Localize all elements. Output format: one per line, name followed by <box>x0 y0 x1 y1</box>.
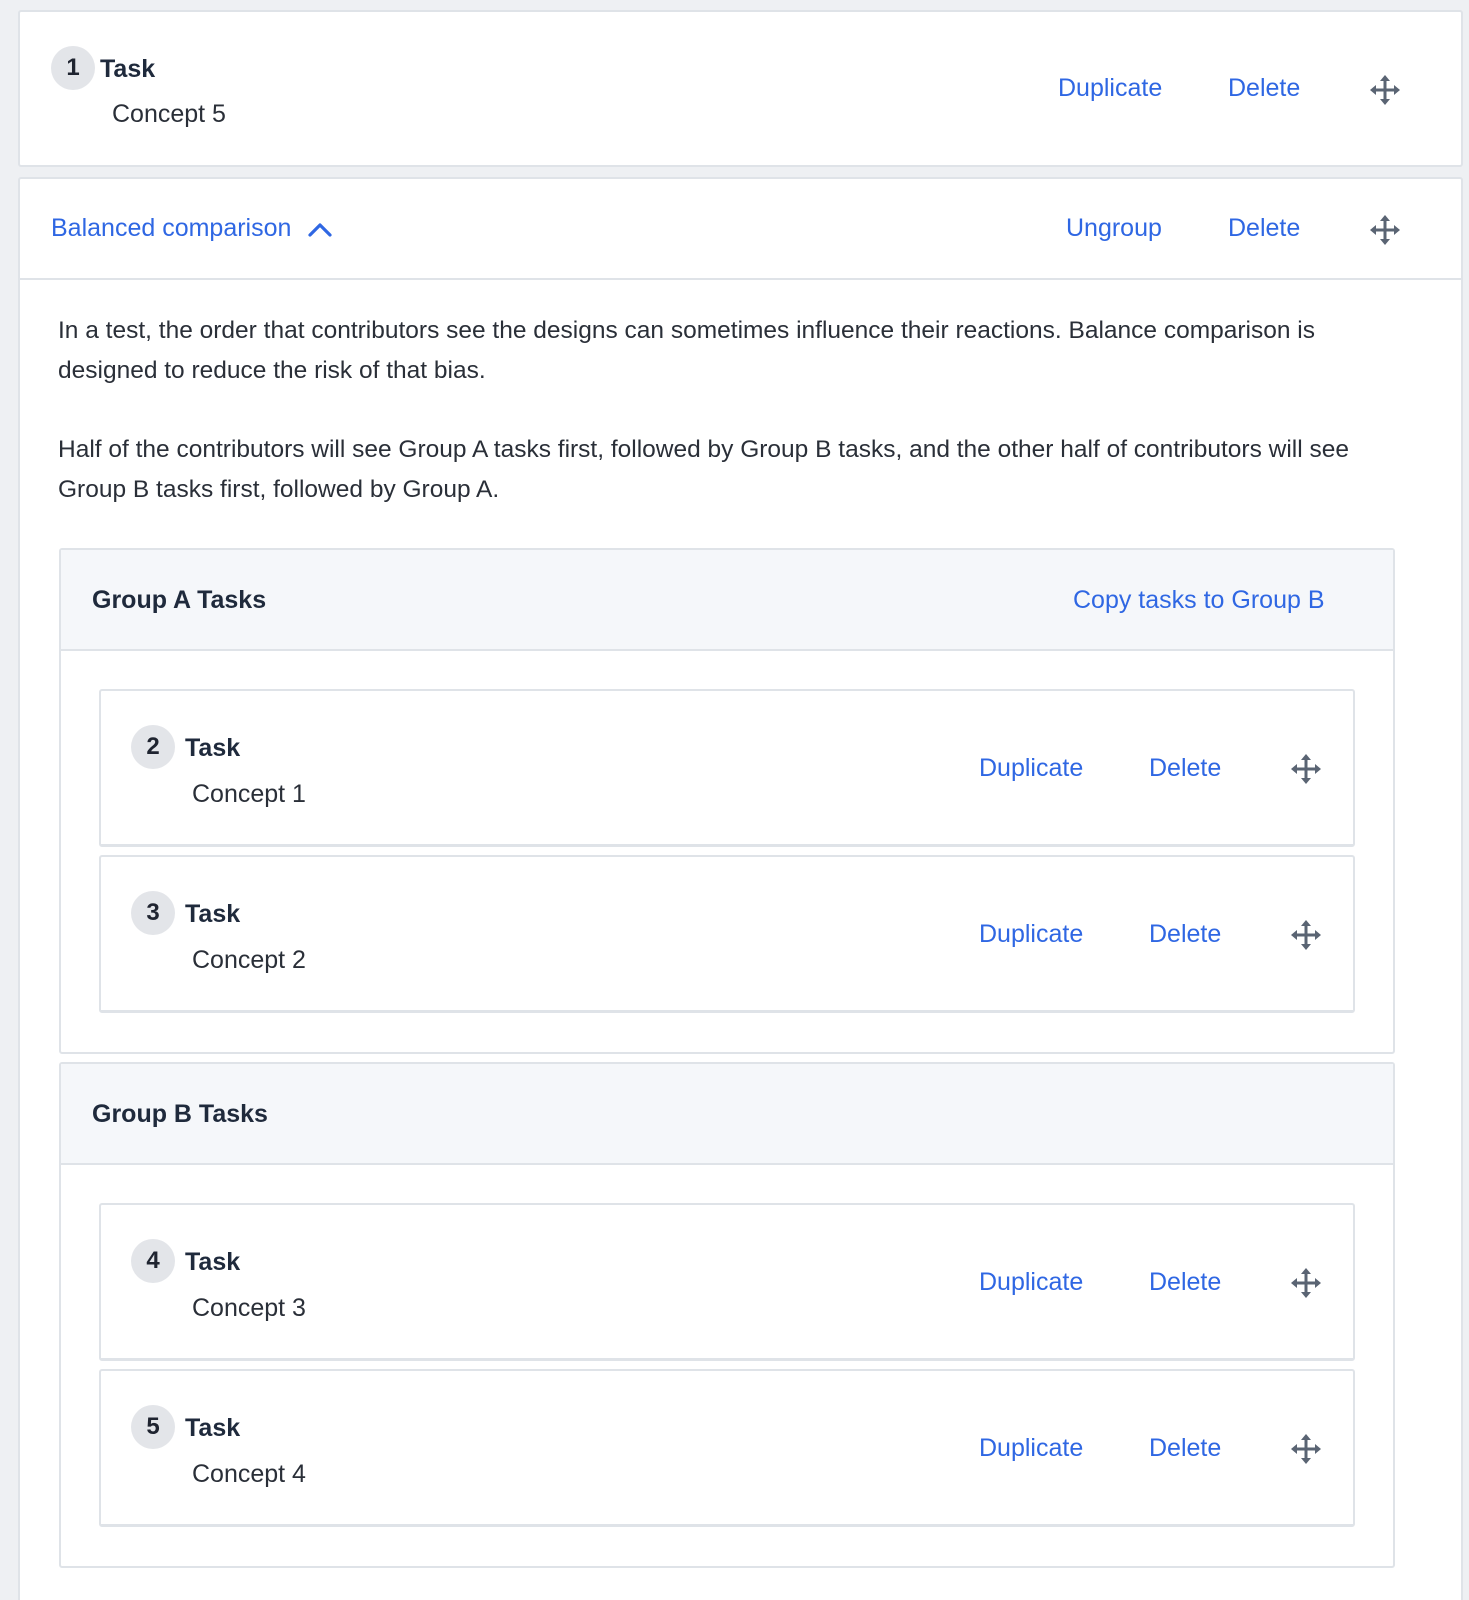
balanced-comparison-card <box>18 177 1463 1600</box>
task-card-2 <box>99 689 1355 847</box>
duplicate-button[interactable]: Duplicate <box>979 1268 1084 1296</box>
group-b-header <box>61 1064 1393 1165</box>
task-number-badge: 5 <box>131 1405 175 1449</box>
delete-button[interactable]: Delete <box>1149 920 1222 948</box>
task-number-badge: 3 <box>131 891 175 935</box>
description-paragraph-1: In a test, the order that contributors see the designs can sometimes influence their reactions. Balance comparison is designed to reduce the risk of that bias. <box>58 317 1315 384</box>
balanced-comparison-toggle[interactable] <box>51 214 333 243</box>
delete-button[interactable]: Delete <box>1149 1434 1222 1462</box>
task-title: Task <box>185 734 241 762</box>
task-concept: Concept 4 <box>192 1460 306 1488</box>
task-concept: Concept 3 <box>192 1294 306 1322</box>
group-b-panel <box>59 1062 1395 1568</box>
task-card-3 <box>99 855 1355 1013</box>
task-concept: Concept 1 <box>192 780 306 808</box>
task-card-4 <box>99 1203 1355 1361</box>
task-number-badge: 1 <box>51 46 95 90</box>
move-icon[interactable] <box>1291 1268 1321 1298</box>
group-a-title: Group A Tasks <box>92 586 267 614</box>
group-a-header <box>61 550 1393 651</box>
delete-button[interactable]: Delete <box>1149 1268 1222 1296</box>
move-icon[interactable] <box>1291 920 1321 950</box>
task-title: Task <box>100 55 156 83</box>
task-concept: Concept 2 <box>192 946 306 974</box>
description-paragraph-2: Half of the contributors will see Group A tasks first, followed by Group B tasks, and the other half of contributors will see Group B tasks first, followed by Group A. <box>58 436 1349 503</box>
group-b-title: Group B Tasks <box>92 1100 268 1128</box>
balanced-comparison-header <box>20 179 1461 280</box>
move-icon[interactable] <box>1370 75 1400 105</box>
chevron-up-icon <box>307 220 333 238</box>
task-card-1 <box>18 10 1463 167</box>
move-icon[interactable] <box>1370 215 1400 245</box>
ungroup-button[interactable]: Ungroup <box>1066 214 1162 242</box>
move-icon[interactable] <box>1291 1434 1321 1464</box>
balanced-comparison-title: Balanced comparison <box>51 214 292 242</box>
duplicate-button[interactable]: Duplicate <box>979 920 1084 948</box>
task-concept: Concept 5 <box>112 100 226 128</box>
task-number-badge: 2 <box>131 725 175 769</box>
copy-to-group-b-button[interactable]: Copy tasks to Group B <box>1073 586 1325 614</box>
task-title: Task <box>185 1248 241 1276</box>
duplicate-button[interactable]: Duplicate <box>979 754 1084 782</box>
delete-group-button[interactable]: Delete <box>1228 214 1301 242</box>
task-title: Task <box>185 1414 241 1442</box>
task-card-5 <box>99 1369 1355 1527</box>
duplicate-button[interactable]: Duplicate <box>1058 74 1163 102</box>
move-icon[interactable] <box>1291 754 1321 784</box>
duplicate-button[interactable]: Duplicate <box>979 1434 1084 1462</box>
task-number-badge: 4 <box>131 1239 175 1283</box>
task-title: Task <box>185 900 241 928</box>
delete-button[interactable]: Delete <box>1228 74 1301 102</box>
group-a-panel <box>59 548 1395 1054</box>
delete-button[interactable]: Delete <box>1149 754 1222 782</box>
